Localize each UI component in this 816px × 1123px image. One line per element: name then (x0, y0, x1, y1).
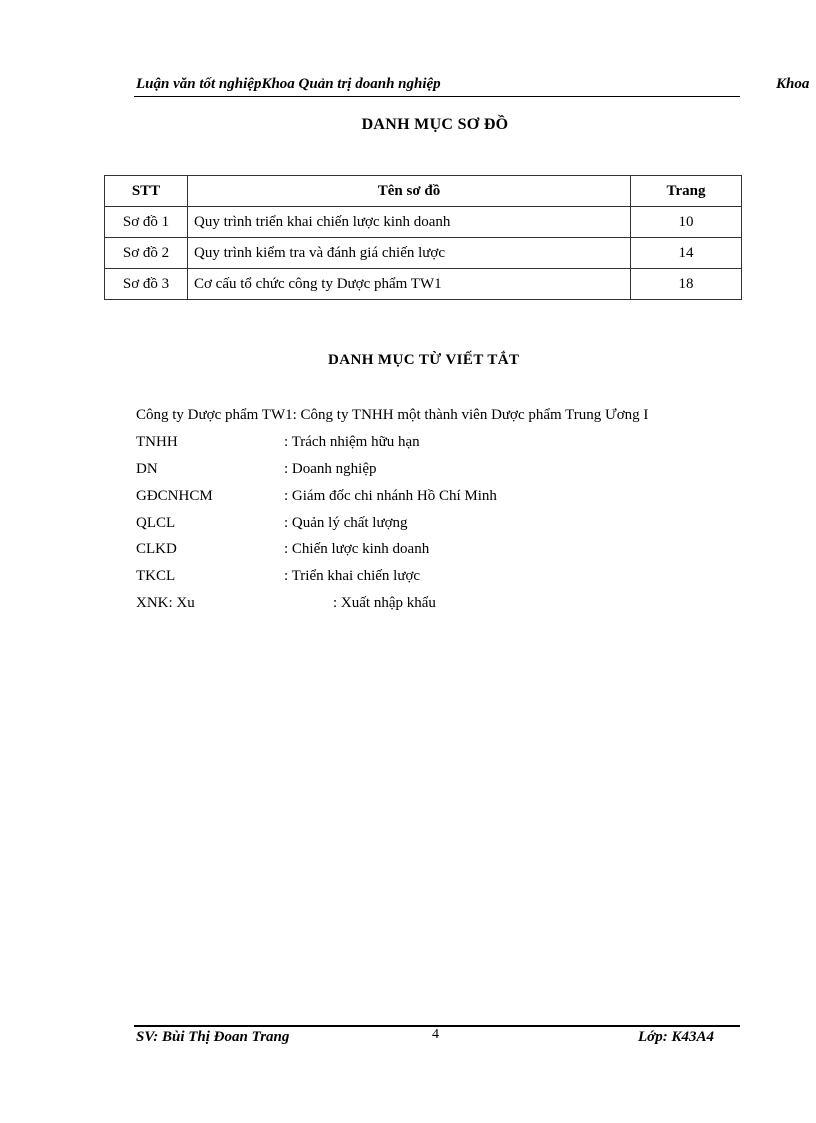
abbreviation-code: CLKD (136, 541, 177, 557)
column-header-stt: STT (105, 176, 188, 207)
column-header-page: Trang (631, 176, 742, 207)
cell-page: 10 (631, 207, 742, 238)
diagram-table (104, 175, 742, 300)
table-row (105, 207, 742, 238)
abbreviation-code: QLCL (136, 515, 176, 531)
cell-stt: Sơ đồ 1 (105, 207, 188, 238)
header-title: Luận văn tốt nghiệpKhoa Quản trị doanh nghiệp (136, 76, 441, 92)
cell-name: Quy trình kiểm tra và đánh giá chiến lược (188, 238, 631, 269)
table-header-row (105, 176, 742, 207)
table-row (105, 269, 742, 300)
abbreviation-meaning: : Trách nhiệm hữu hạn (284, 434, 420, 450)
footer-class: Lớp: K43A4 (638, 1029, 714, 1045)
abbreviation-meaning: : Doanh nghiệp (284, 461, 377, 477)
abbreviation-list-title: DANH MỤC TỪ VIẾT TẮT (328, 352, 520, 368)
abbreviation-meaning: : Triển khai chiến lược (284, 568, 421, 584)
diagram-list-title: DANH MỤC SƠ ĐỒ (361, 116, 509, 133)
header-rule (134, 96, 740, 97)
abbreviation-code: TKCL (136, 568, 176, 584)
abbreviation-meaning: : Giám đốc chi nhánh Hồ Chí Minh (284, 488, 497, 504)
abbreviation-code: TNHH (136, 434, 178, 450)
cell-stt: Sơ đồ 2 (105, 238, 188, 269)
cell-name: Quy trình triển khai chiến lược kinh doanh (188, 207, 631, 238)
abbreviation-code: XNK: Xu (136, 595, 195, 611)
abbreviation-meaning: : Chiến lược kinh doanh (284, 541, 430, 557)
column-header-name: Tên sơ đồ (188, 176, 631, 207)
cell-page: 14 (631, 238, 742, 269)
cell-name: Cơ cấu tổ chức công ty Dược phẩm TW1 (188, 269, 631, 300)
cell-stt: Sơ đồ 3 (105, 269, 188, 300)
abbreviation-meaning: : Xuất nhập khẩu (333, 595, 436, 611)
page-number: 4 (432, 1027, 439, 1042)
cell-page: 18 (631, 269, 742, 300)
footer-student: SV: Bùi Thị Đoan Trang (136, 1029, 290, 1045)
abbreviation-code: DN (136, 461, 158, 477)
table-row (105, 238, 742, 269)
abbreviation-intro: Công ty Dược phẩm TW1: Công ty TNHH một thành viên Dược phẩm Trung Ương I (136, 407, 649, 423)
abbreviation-code: GĐCNHCM (136, 488, 213, 504)
abbreviation-meaning: : Quản lý chất lượng (284, 515, 408, 531)
header-title-overflow: Khoa (776, 76, 810, 92)
